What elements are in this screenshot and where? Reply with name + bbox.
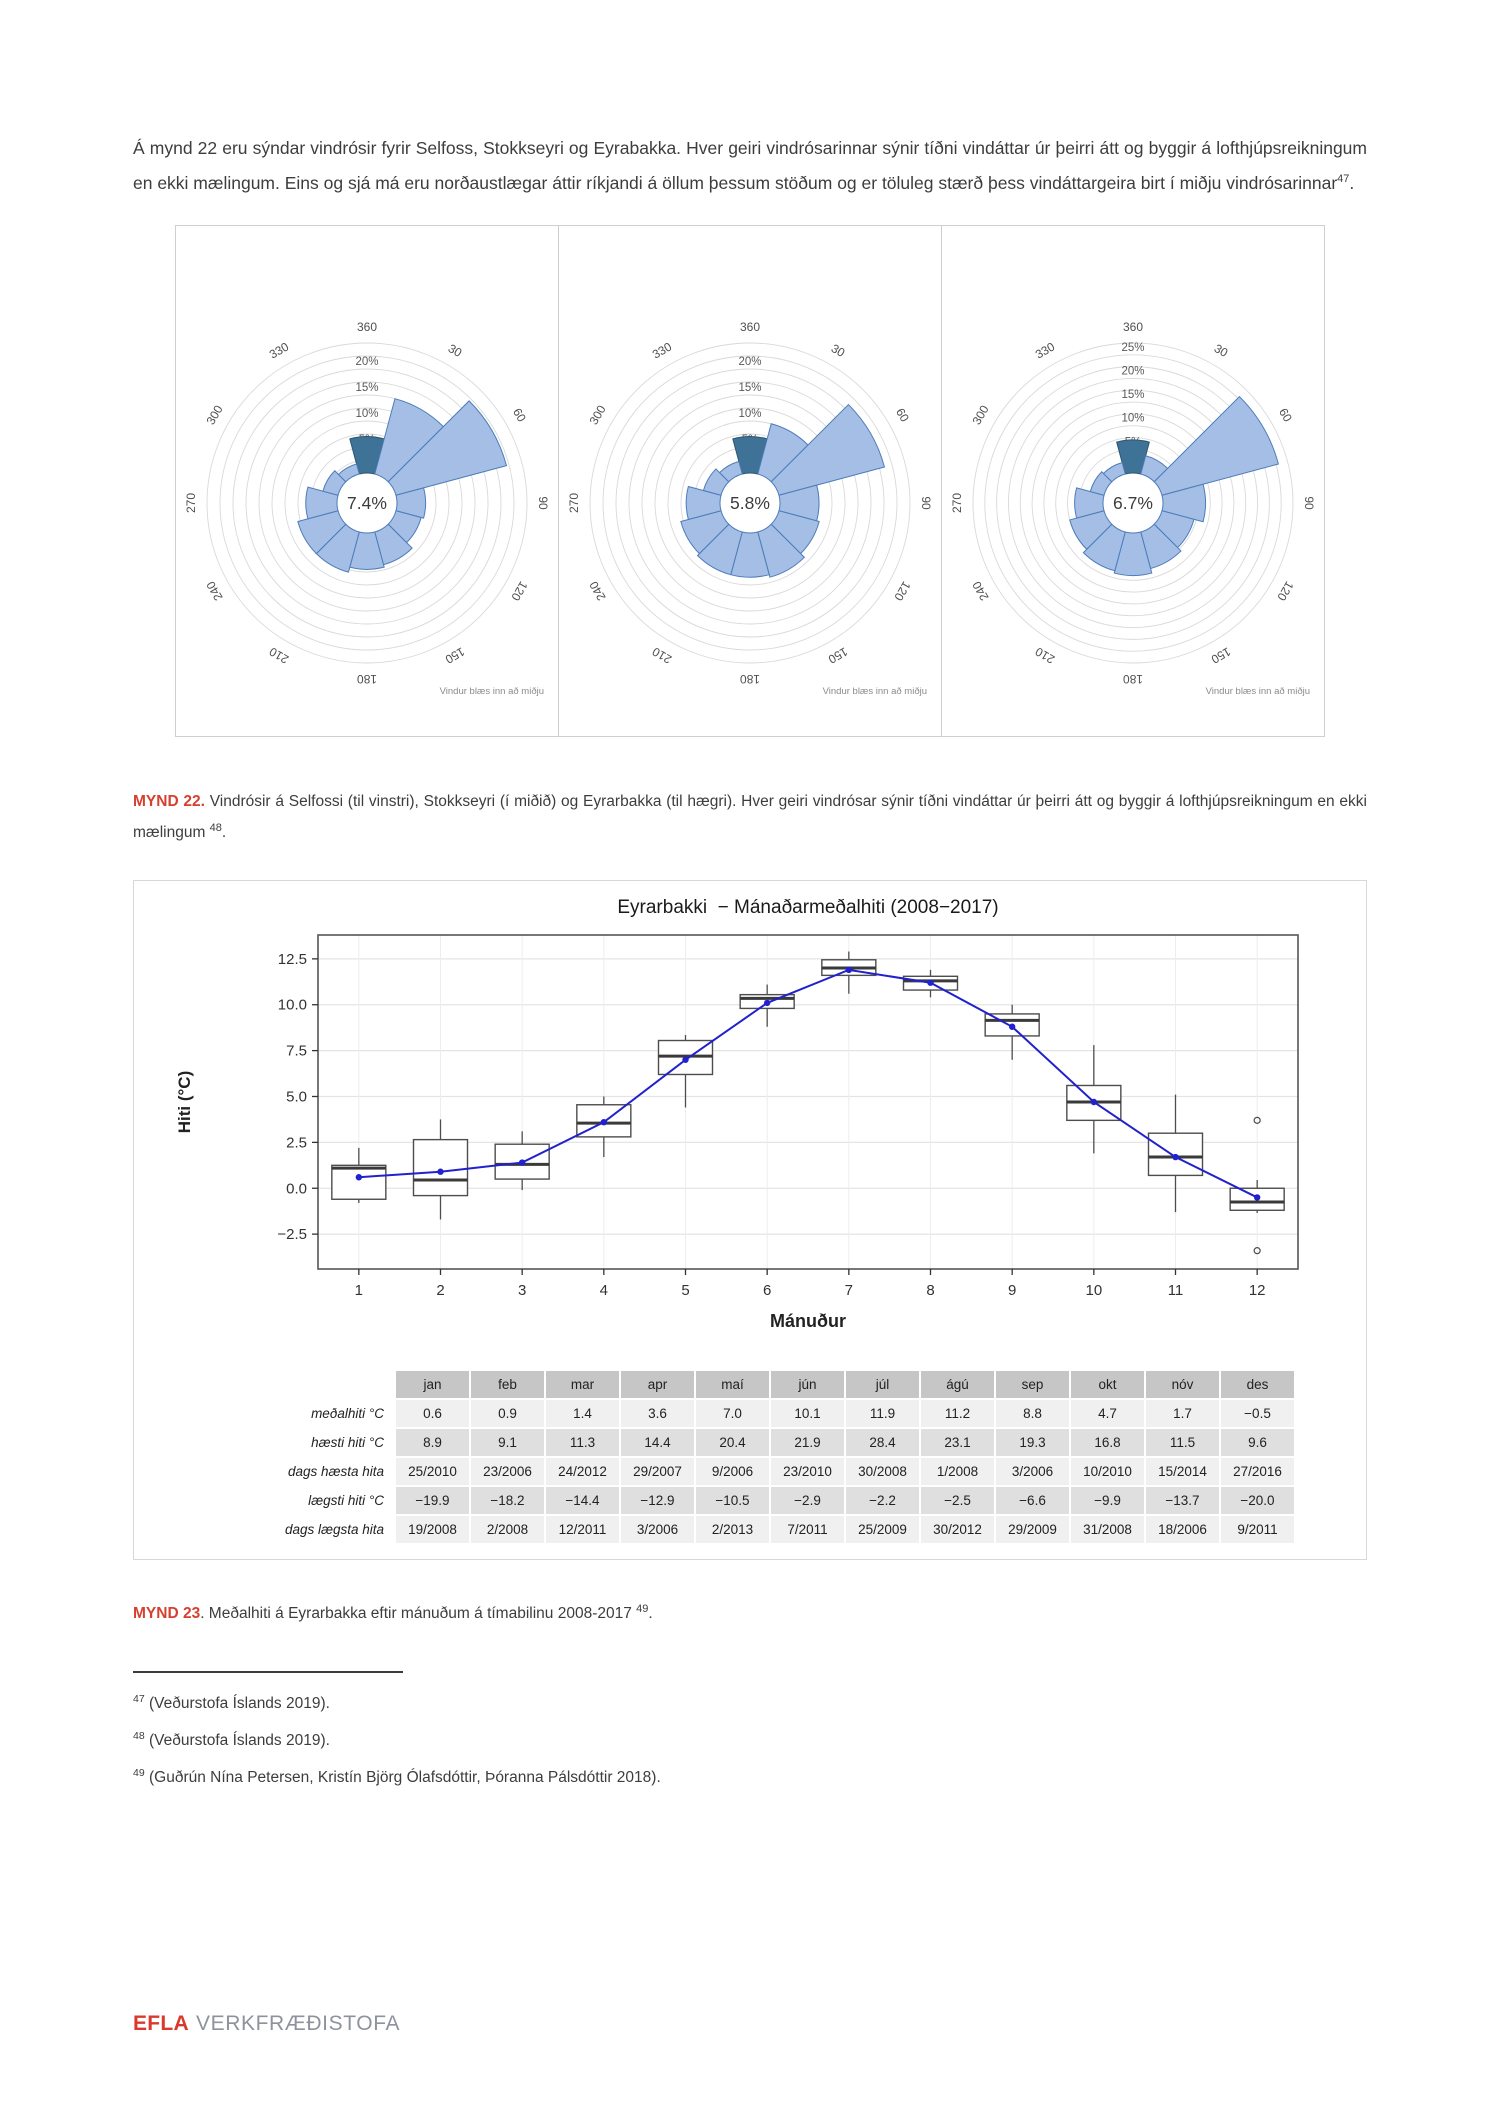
table-month-header: ágú: [921, 1371, 994, 1398]
rose-direction-label: 120: [891, 578, 914, 604]
rose-ring-label: 10%: [1121, 412, 1145, 425]
x-tick-label: 7: [844, 1281, 854, 1299]
table-cell: 3.6: [621, 1400, 694, 1427]
figure-mynd-23-box: [133, 880, 1367, 1560]
table-row-label: hæsti hiti °C: [238, 1429, 394, 1456]
table-cell: 21.9: [771, 1429, 844, 1456]
mean-point: [601, 1119, 607, 1125]
rose-direction-label: 180: [739, 671, 761, 686]
table-cell: 11.5: [1146, 1429, 1219, 1456]
footnote-47-text: (Veðurstofa Íslands 2019).: [144, 1695, 330, 1713]
intro-paragraph: [133, 133, 1367, 199]
caption-mynd-22: [133, 789, 1367, 846]
rose-direction-label: 180: [356, 671, 378, 686]
rose-direction-label: 150: [1208, 644, 1234, 667]
rose-direction-label: 240: [203, 578, 226, 604]
table-cell: 23/2010: [771, 1458, 844, 1485]
wind-rose-chart-selfoss: [176, 226, 558, 731]
footnote-47: [133, 1683, 1367, 1720]
table-row-label: meðalhiti °C: [238, 1400, 394, 1427]
footnote-48: [133, 1720, 1367, 1757]
rose-direction-label: 120: [508, 578, 531, 604]
chart-title: Eyrarbakki − Mánaðarmeðalhiti (2008−2017): [617, 896, 999, 918]
x-tick-label: 5: [681, 1281, 690, 1299]
table-cell: 0.6: [396, 1400, 469, 1427]
rose-direction-label: 210: [1032, 644, 1058, 667]
table-cell: 19.3: [996, 1429, 1069, 1456]
table-cell: 4.7: [1071, 1400, 1144, 1427]
table-cell: 8.8: [996, 1400, 1069, 1427]
table-month-header: jan: [396, 1371, 469, 1398]
caption-mynd-23: [133, 1596, 1367, 1627]
footnote-divider: [133, 1671, 403, 1673]
table-month-header: mar: [546, 1371, 619, 1398]
mean-point: [1172, 1154, 1178, 1160]
y-tick-label: 12.5: [277, 950, 307, 968]
rose-direction-label: 270: [567, 492, 581, 513]
monthly-stats-table: [236, 1369, 1296, 1545]
rose-note: Vindur blæs inn að miðju: [1205, 685, 1310, 697]
rose-ring-label: 10%: [355, 407, 379, 420]
rose-direction-label: 300: [969, 402, 992, 428]
table-month-header: jún: [771, 1371, 844, 1398]
table-cell: 1.4: [546, 1400, 619, 1427]
rose-ring-label: 15%: [738, 381, 762, 394]
table-cell: 29/2007: [621, 1458, 694, 1485]
footer-logo-text: VERKFRÆÐISTOFA: [196, 2012, 401, 2035]
mean-point: [1009, 1024, 1015, 1030]
box: [332, 1165, 386, 1199]
table-month-header: sep: [996, 1371, 1069, 1398]
rose-direction-label: 30: [828, 341, 848, 360]
table-cell: 12/2011: [546, 1516, 619, 1543]
footnote-49-number: 49: [133, 1767, 145, 1780]
wind-rose-chart-eyrarbakki: [942, 226, 1324, 731]
caption-mynd-23-label: MYND 23: [133, 1605, 201, 1623]
rose-direction-label: 210: [266, 644, 292, 667]
rose-center-frequency-label: 5.8%: [730, 492, 770, 513]
wind-rose-panel-eyrarbakki: [941, 225, 1325, 737]
x-tick-label: 8: [926, 1281, 935, 1299]
mean-point: [682, 1057, 688, 1063]
table-cell: 23/2006: [471, 1458, 544, 1485]
table-month-header: nóv: [1146, 1371, 1219, 1398]
x-tick-label: 3: [517, 1281, 527, 1299]
rose-center-frequency-label: 6.7%: [1113, 492, 1153, 513]
mean-point: [1091, 1099, 1097, 1105]
table-cell: 11.3: [546, 1429, 619, 1456]
rose-direction-label: 30: [1211, 341, 1231, 360]
caption-mynd-23-tail: .: [648, 1605, 653, 1623]
mean-point: [846, 967, 852, 973]
rose-direction-label: 300: [586, 402, 609, 428]
table-cell: 11.2: [921, 1400, 994, 1427]
x-tick-label: 4: [599, 1281, 609, 1299]
wind-rose-petal: [1154, 396, 1278, 495]
x-tick-label: 10: [1085, 1281, 1103, 1299]
table-cell: 9/2011: [1221, 1516, 1294, 1543]
plot-panel: [318, 935, 1298, 1269]
rose-direction-label: 360: [356, 319, 378, 334]
table-cell: −10.5: [696, 1487, 769, 1514]
table-month-header: júl: [846, 1371, 919, 1398]
rose-direction-label: 270: [950, 492, 964, 513]
wind-rose-chart-stokkseyri: [559, 226, 941, 731]
table-month-header: feb: [471, 1371, 544, 1398]
table-cell: 3/2006: [996, 1458, 1069, 1485]
rose-ring-label: 25%: [1121, 341, 1145, 354]
mean-point: [927, 979, 933, 985]
table-month-header: maí: [696, 1371, 769, 1398]
boxplot-chart: [150, 887, 1350, 1367]
table-cell: −2.5: [921, 1487, 994, 1514]
table-cell: 23.1: [921, 1429, 994, 1456]
rose-direction-label: 270: [184, 492, 198, 513]
y-tick-label: −2.5: [277, 1226, 307, 1244]
x-tick-label: 2: [436, 1281, 445, 1299]
rose-ring-label: 15%: [1121, 388, 1145, 401]
box: [414, 1140, 468, 1196]
rose-direction-label: 150: [442, 644, 468, 667]
table-cell: 7/2011: [771, 1516, 844, 1543]
table-cell: 25/2010: [396, 1458, 469, 1485]
footnote-48-text: (Veðurstofa Íslands 2019).: [144, 1732, 330, 1750]
rose-direction-label: 60: [893, 405, 912, 425]
table-cell: 10/2010: [1071, 1458, 1144, 1485]
rose-direction-label: 330: [266, 339, 292, 362]
table-month-header: okt: [1071, 1371, 1144, 1398]
mean-point: [356, 1174, 362, 1180]
footnote-ref-48: 48: [209, 821, 222, 834]
rose-direction-label: 240: [586, 578, 609, 604]
rose-direction-label: 330: [1032, 339, 1058, 362]
table-header-row: [238, 1371, 1294, 1398]
table-cell: 8.9: [396, 1429, 469, 1456]
table-cell: −6.6: [996, 1487, 1069, 1514]
rose-direction-label: 120: [1274, 578, 1297, 604]
y-tick-label: 2.5: [286, 1134, 307, 1152]
x-tick-label: 12: [1248, 1281, 1266, 1299]
table-cell: 3/2006: [621, 1516, 694, 1543]
table-cell: 9.6: [1221, 1429, 1294, 1456]
table-cell: 1.7: [1146, 1400, 1219, 1427]
y-tick-label: 7.5: [286, 1042, 307, 1060]
rose-center-frequency-label: 7.4%: [347, 492, 387, 513]
footnote-ref-49: 49: [636, 1602, 649, 1615]
rose-direction-label: 90: [1302, 496, 1316, 510]
table-cell: 7.0: [696, 1400, 769, 1427]
table-cell: 20.4: [696, 1429, 769, 1456]
footnote-47-number: 47: [133, 1693, 145, 1706]
rose-direction-label: 360: [1122, 319, 1144, 334]
table-cell: 9/2006: [696, 1458, 769, 1485]
caption-mynd-22-tail: .: [221, 823, 227, 841]
mean-point: [1254, 1194, 1260, 1200]
table-row-label: dags lægsta hita: [238, 1516, 394, 1543]
x-tick-label: 9: [1007, 1281, 1017, 1299]
table-cell: 11.9: [846, 1400, 919, 1427]
table-cell: 18/2006: [1146, 1516, 1219, 1543]
table-cell: 2/2008: [471, 1516, 544, 1543]
rose-direction-label: 180: [1122, 671, 1144, 686]
table-cell: 19/2008: [396, 1516, 469, 1543]
table-cell: 14.4: [621, 1429, 694, 1456]
rose-direction-label: 90: [919, 496, 933, 510]
table-cell: 28.4: [846, 1429, 919, 1456]
table-cell: −19.9: [396, 1487, 469, 1514]
table-cell: 24/2012: [546, 1458, 619, 1485]
rose-ring-label: 20%: [1121, 365, 1145, 378]
table-cell: 2/2013: [696, 1516, 769, 1543]
caption-mynd-22-label: MYND 22.: [133, 792, 205, 810]
table-cell: −20.0: [1221, 1487, 1294, 1514]
footnote-48-number: 48: [133, 1730, 145, 1743]
rose-ring-label: 15%: [355, 381, 379, 394]
rose-direction-label: 210: [649, 644, 675, 667]
rose-direction-label: 90: [536, 496, 550, 510]
table-row-label: lægsti hiti °C: [238, 1487, 394, 1514]
y-tick-label: 0.0: [286, 1180, 307, 1198]
table-cell: 29/2009: [996, 1516, 1069, 1543]
rose-direction-label: 150: [825, 644, 851, 667]
table-cell: −2.2: [846, 1487, 919, 1514]
table-cell: 0.9: [471, 1400, 544, 1427]
table-cell: 27/2016: [1221, 1458, 1294, 1485]
table-cell: −18.2: [471, 1487, 544, 1514]
y-tick-label: 10.0: [277, 996, 307, 1014]
rose-direction-label: 60: [510, 405, 529, 425]
table-cell: −13.7: [1146, 1487, 1219, 1514]
table-cell: 16.8: [1071, 1429, 1144, 1456]
table-row: [238, 1516, 1294, 1543]
rose-direction-label: 360: [739, 319, 761, 334]
mean-point: [764, 1000, 770, 1006]
rose-direction-label: 300: [203, 402, 226, 428]
y-axis-label: Hiti (°C): [175, 1070, 194, 1134]
table-row: [238, 1487, 1294, 1514]
table-row: [238, 1458, 1294, 1485]
rose-direction-label: 240: [969, 578, 992, 604]
footnote-49-text: (Guðrún Nína Petersen, Kristín Björg Ólafsdóttir, Þóranna Pálsdóttir 2018).: [144, 1769, 661, 1787]
caption-mynd-23-text: . Meðalhiti á Eyrarbakka eftir mánuðum á tímabilinu 2008-2017: [200, 1605, 637, 1623]
rose-ring-label: 20%: [355, 355, 379, 368]
table-row-label: dags hæsta hita: [238, 1458, 394, 1485]
rose-note: Vindur blæs inn að miðju: [439, 685, 544, 697]
rose-direction-label: 60: [1276, 405, 1295, 425]
caption-mynd-22-text: Vindrósir á Selfossi (til vinstri), Stokkseyri (í miðið) og Eyrarbakka (til hægri). Hver geiri vindrósar sýnir tíðni vindáttar úr þeirri átt og byggir á lofthjúpsreikningum en ekki mælingum: [133, 792, 1367, 841]
table-month-header: apr: [621, 1371, 694, 1398]
footnote-49: [133, 1757, 1367, 1794]
wind-rose-figure-row: [175, 225, 1325, 737]
intro-tail: .: [1349, 172, 1355, 193]
x-tick-label: 1: [354, 1281, 364, 1299]
table-cell: 25/2009: [846, 1516, 919, 1543]
footnotes: [133, 1683, 1367, 1794]
table-row: [238, 1429, 1294, 1456]
table-cell: −9.9: [1071, 1487, 1144, 1514]
table-row: [238, 1400, 1294, 1427]
table-cell: −12.9: [621, 1487, 694, 1514]
table-month-header: des: [1221, 1371, 1294, 1398]
table-cell: 30/2012: [921, 1516, 994, 1543]
wind-rose-panel-selfoss: [175, 225, 559, 737]
mean-point: [437, 1169, 443, 1175]
rose-note: Vindur blæs inn að miðju: [822, 685, 927, 697]
table-cell: −2.9: [771, 1487, 844, 1514]
table-cell: 30/2008: [846, 1458, 919, 1485]
x-axis-label: Mánuður: [770, 1310, 846, 1331]
wind-rose-panel-stokkseyri: [558, 225, 942, 737]
intro-text: Á mynd 22 eru sýndar vindrósir fyrir Selfoss, Stokkseyri og Eyrabakka. Hver geiri vindrósarinnar sýnir tíðni vindáttar úr þeirri átt og byggir á lofthjúpsreikningum en ekki mælingum. Eins og sjá má eru norðaustlægar áttir ríkjandi á öllum þessum stöðum og er töluleg stærð þess vindáttargeira birt í miðju vindrósarinnar: [133, 138, 1367, 193]
rose-ring-label: 20%: [738, 355, 762, 368]
footer-logo: [133, 2012, 400, 2036]
table-cell: 10.1: [771, 1400, 844, 1427]
table-cell: −0.5: [1221, 1400, 1294, 1427]
y-tick-label: 5.0: [286, 1088, 307, 1106]
rose-direction-label: 330: [649, 339, 675, 362]
x-tick-label: 11: [1167, 1281, 1184, 1299]
rose-ring-label: 10%: [738, 407, 762, 420]
table-cell: 9.1: [471, 1429, 544, 1456]
efla-logo: EFLA: [133, 2012, 190, 2035]
table-corner-cell: [238, 1371, 394, 1398]
mean-point: [519, 1159, 525, 1165]
rose-direction-label: 30: [445, 341, 465, 360]
table-cell: 31/2008: [1071, 1516, 1144, 1543]
table-cell: 1/2008: [921, 1458, 994, 1485]
footnote-ref-47: 47: [1337, 173, 1350, 185]
x-tick-label: 6: [762, 1281, 772, 1299]
table-cell: 15/2014: [1146, 1458, 1219, 1485]
table-cell: −14.4: [546, 1487, 619, 1514]
